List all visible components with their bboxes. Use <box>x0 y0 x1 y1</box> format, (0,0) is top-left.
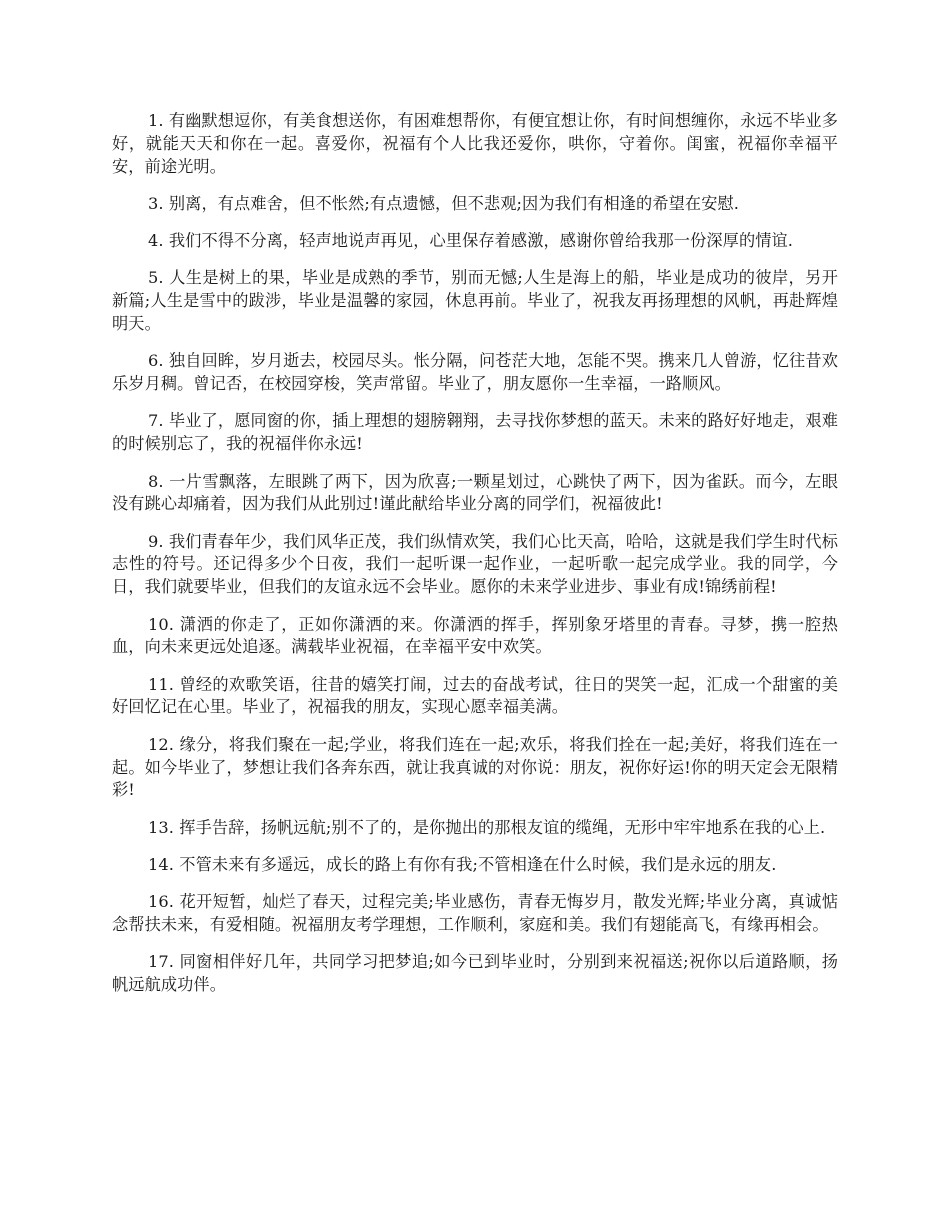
paragraph-9: 9. 我们青春年少，我们风华正茂，我们纵情欢笑，我们心比天高，哈哈，这就是我们学生时代标志性的符号。还记得多少个日夜，我们一起听课一起作业，一起听歌一起完成学业。我的同学，今日，我们就要毕业，但我们的友谊永远不会毕业。愿你的未来学业进步、事业有成!锦绣前程! <box>112 531 838 597</box>
paragraph-14: 14. 不管未来有多遥远，成长的路上有你有我;不管相逢在什么时候，我们是永远的朋友. <box>148 854 777 874</box>
paragraph-8: 8. 一片雪飘落，左眼跳了两下，因为欣喜;一颗星划过，心跳快了两下，因为雀跃。而今，左眼没有跳心却痛着，因为我们从此别过!谨此献给毕业分离的同学们，祝福彼此! <box>112 471 838 514</box>
paragraph-3: 3. 别离，有点难舍，但不怅然;有点遗憾，但不悲观;因为我们有相逢的希望在安慰. <box>148 193 740 213</box>
paragraph-6: 6. 独自回眸，岁月逝去，校园尽头。怅分隔，问苍茫大地，怎能不哭。携来几人曾游，忆往昔欢乐岁月稠。曾记否，在校园穿梭，笑声常留。毕业了，朋友愿你一生幸福，一路顺风。 <box>112 351 838 394</box>
paragraph-5: 5. 人生是树上的果，毕业是成熟的季节，别而无憾;人生是海上的船，毕业是成功的彼岸，另开新篇;人生是雪中的跋涉，毕业是温馨的家园，休息再前。毕业了，祝我友再扬理想的风帆，再赴辉煌明天。 <box>112 268 838 334</box>
paragraph-10: 10. 潇洒的你走了，正如你潇洒的来。你潇洒的挥手，挥别象牙塔里的青春。寻梦，携一腔热血，向未来更远处追逐。满载毕业祝福，在幸福平安中欢笑。 <box>112 614 838 657</box>
paragraph-12: 12. 缘分，将我们聚在一起;学业，将我们连在一起;欢乐，将我们拴在一起;美好，将我们连在一起。如今毕业了，梦想让我们各奔东西，就让我真诚的对你说：朋友，祝你好运!你的明天定会无限精彩! <box>112 734 838 800</box>
paragraph-17: 17. 同窗相伴好几年，共同学习把梦追;如今已到毕业时，分别到来祝福送;祝你以后道路顺，扬帆远航成功伴。 <box>112 952 838 995</box>
paragraph-1: 1. 有幽默想逗你，有美食想送你，有困难想帮你，有便宜想让你，有时间想缠你，永远不毕业多好，就能天天和你在一起。喜爱你，祝福有个人比我还爱你，哄你，守着你。闺蜜，祝福你幸福平安，前途光明。 <box>112 111 838 176</box>
paragraph-11: 11. 曾经的欢歌笑语，往昔的嬉笑打闹，过去的奋战考试，往日的哭笑一起，汇成一个甜蜜的美好回忆记在心里。毕业了，祝福我的朋友，实现心愿幸福美满。 <box>112 674 838 717</box>
paragraph-7: 7. 毕业了，愿同窗的你，插上理想的翅膀翱翔，去寻找你梦想的蓝天。未来的路好好地走，艰难的时候别忘了，我的祝福伴你永远! <box>112 411 838 454</box>
paragraph-13: 13. 挥手告辞，扬帆远航;别不了的，是你抛出的那根友谊的缆绳，无形中牢牢地系在我的心上. <box>148 817 826 837</box>
paragraph-16: 16. 花开短暂，灿烂了春天，过程完美;毕业感伤，青春无悔岁月，散发光辉;毕业分离，真诚惦念帮扶未来，有爱相随。祝福朋友考学理想，工作顺利，家庭和美。我们有翅能高飞，有缘再相会。 <box>112 892 838 935</box>
paragraph-4: 4. 我们不得不分离，轻声地说声再见，心里保存着感激，感谢你曾给我那一份深厚的情谊. <box>148 231 794 251</box>
document-body <box>112 110 838 1011</box>
